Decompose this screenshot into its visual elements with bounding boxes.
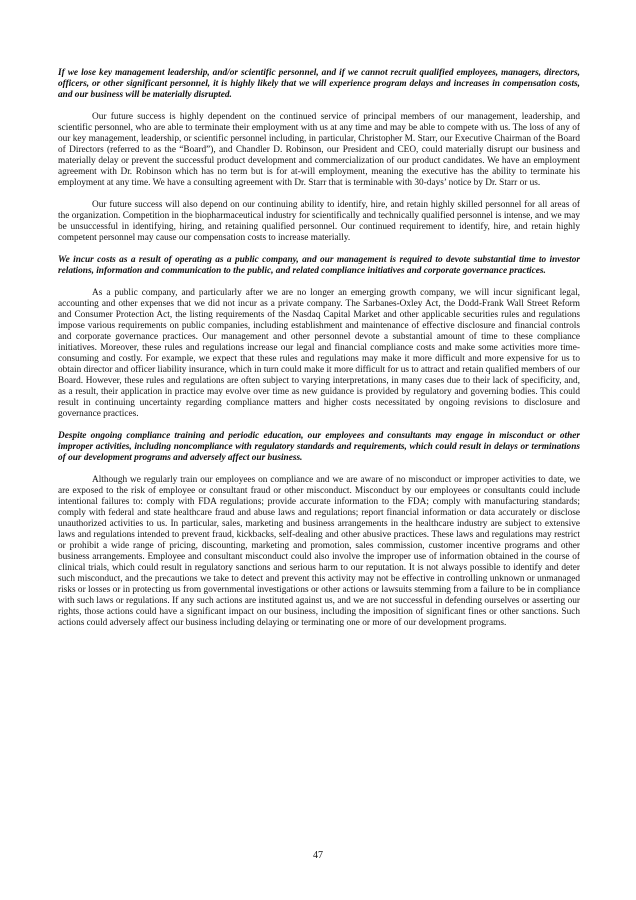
- paragraph-employee-misconduct: Although we regularly train our employees on compliance and we are aware of no misconduct or improper activities to date, we are exposed to the risk of employee or consultant fraud or other misconduct. Misconduct by our employees or consultants could include intentional failures to: comply with FDA regulations; provide accurate information to the FDA; comply with manufacturing standards; comply with federal and state healthcare fraud and abuse laws and regulations; report financial information or data accurately or disclose unauthorized activities to us. In particular, sales, marketing and business arrangements in the healthcare industry are subject to extensive laws and regulations intended to prevent fraud, kickbacks, self-dealing and other abusive practices. These laws and regulations may restrict or prohibit a wide range of pricing, discounting, marketing and promotion, sales commission, customer incentive programs and other business arrangements. Employee and consultant misconduct could also involve the improper use of information obtained in the course of clinical trials, which could result in regulatory sanctions and serious harm to our reputation. It is not always possible to identify and deter such misconduct, and the precautions we take to detect and prevent this activity may not be effective in controlling unknown or unmanaged risks or losses or in protecting us from governmental investigations or other actions or lawsuits stemming from a failure to be in compliance with such laws or regulations. If any such actions are instituted against us, and we are not successful in defending ourselves or asserting our rights, those actions could have a significant impact on our business, including the imposition of significant fines or other sanctions. Such actions could adversely affect our business including delaying or terminating one or more of our development programs.: [58, 475, 580, 628]
- risk-heading-key-personnel: If we lose key management leadership, and/or scientific personnel, and if we cannot recruit qualified employees, managers, directors, officers, or other significant personnel, it is highly likely that we will experience program delays and increases in compensation costs, and our business will be materially disrupted.: [58, 68, 580, 100]
- risk-heading-public-company-costs: We incur costs as a result of operating as a public company, and our management is required to devote substantial time to investor relations, information and communication to the public, and related compliance initiatives and corporate governance practices.: [58, 255, 580, 276]
- paragraph-public-company-costs: As a public company, and particularly after we are no longer an emerging growth company, we will incur significant legal, accounting and other expenses that we did not incur as a private company. The Sarbanes-Oxley Act, the Dodd-Frank Wall Street Reform and Consumer Protection Act, the listing requirements of the Nasdaq Capital Market and other applicable securities rules and regulations impose various requirements on public companies, including establishment and maintenance of effective disclosure and financial controls and corporate governance practices. Our management and other personnel devote a substantial amount of time to these compliance initiatives. Moreover, these rules and regulations increase our legal and financial compliance costs and make some activities more time-consuming and costly. For example, we expect that these rules and regulations may make it more difficult and more expensive for us to obtain director and officer liability insurance, which in turn could make it more difficult for us to attract and retain qualified members of our Board. However, these rules and regulations are often subject to varying interpretations, in many cases due to their lack of specificity, and, as a result, their application in practice may evolve over time as new guidance is provided by regulatory and governing bodies. This could result in continuing uncertainty regarding compliance matters and higher costs necessitated by ongoing revisions to disclosure and governance practices.: [58, 288, 580, 419]
- paragraph-key-personnel-2: Our future success will also depend on our continuing ability to identify, hire, and retain highly skilled personnel for all areas of the organization. Competition in the biopharmaceutical industry for scientifically and technically qualified personnel is intense, and we may be unsuccessful in identifying, hiring, and retaining qualified personnel. Our continued requirement to identify, hire, and retain highly competent personnel may cause our compensation costs to increase materially.: [58, 200, 580, 243]
- page-number: 47: [313, 850, 323, 861]
- paragraph-key-personnel-1: Our future success is highly dependent on the continued service of principal members of our management, leadership, and scientific personnel, who are able to terminate their employment with us at any time and may be able to compete with us. The loss of any of our key management, leadership, or scientific personnel including, in particular, Christopher M. Starr, our Executive Chairman of the Board of Directors (referred to as the “Board”), and Chandler D. Robinson, our President and CEO, could materially disrupt our business and materially delay or prevent the successful product development and commercialization of our product candidates. We have an employment agreement with Dr. Robinson which has no term but is for at-will employment, meaning the executive has the ability to terminate his employment at any time. We have a consulting agreement with Dr. Starr that is terminable with 30-days’ notice by Dr. Starr or us.: [58, 112, 580, 188]
- risk-heading-employee-misconduct: Despite ongoing compliance training and periodic education, our employees and consultants may engage in misconduct or other improper activities, including noncompliance with regulatory standards and requirements, which could result in delays or terminations of our development programs and adversely affect our business.: [58, 431, 580, 463]
